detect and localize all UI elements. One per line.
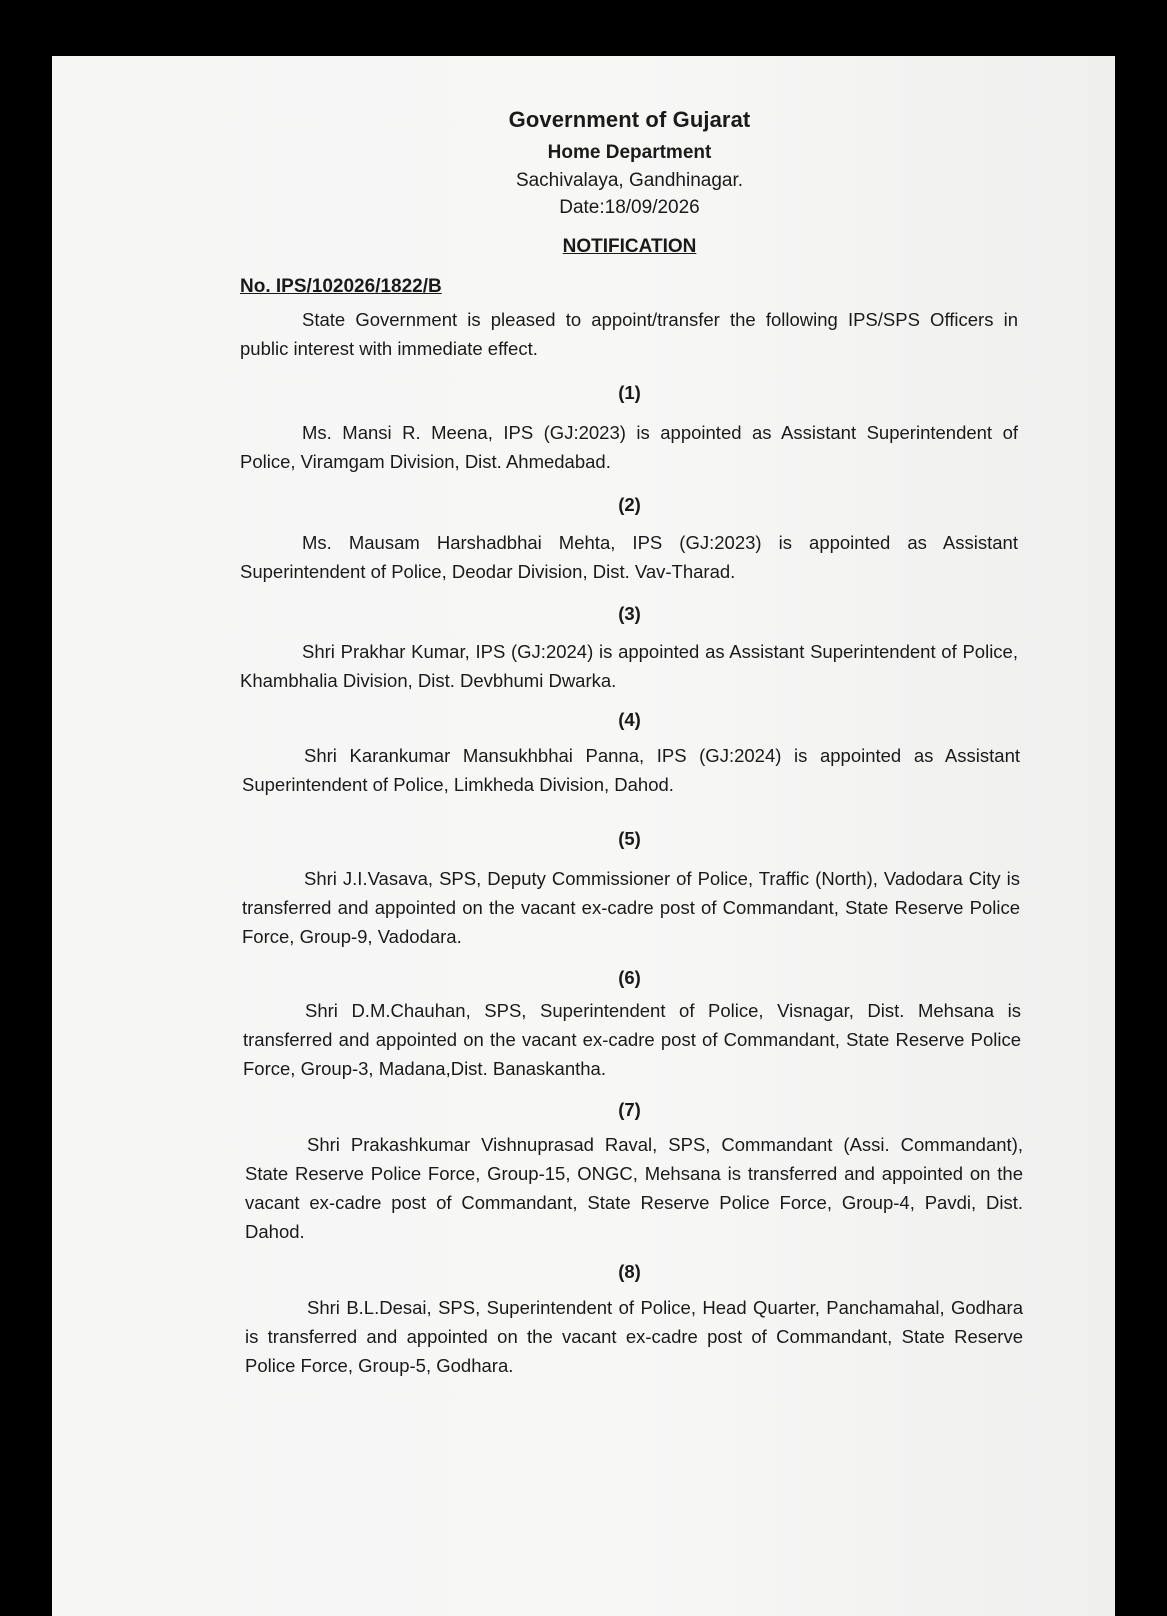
- office-address: Sachivalaya, Gandhinagar.: [515, 170, 744, 191]
- government-title: Government of Gujarat: [508, 107, 751, 132]
- item-number: (5): [618, 828, 641, 849]
- item-number: (2): [618, 494, 641, 515]
- item-text: Ms. Mausam Harshadbhai Mehta, IPS (GJ:2023) is appointed as Assistant Superintendent of Police, Deodar Division, Dist. Vav-Tharad.: [240, 532, 1018, 582]
- item-text: Shri D.M.Chauhan, SPS, Superintendent of Police, Visnagar, Dist. Mehsana is transferred and appointed on the vacant ex-cadre post of Commandant, State Reserve Police Force, Group-3, Madana,Dist. Banaskantha.: [243, 1000, 1021, 1079]
- intro-paragraph: State Government is pleased to appoint/transfer the following IPS/SPS Officers in public interest with immediate effect.: [240, 309, 1018, 359]
- item-text: Shri Prakhar Kumar, IPS (GJ:2024) is appointed as Assistant Superintendent of Police, Khambhalia Division, Dist. Devbhumi Dwarka.: [240, 641, 1018, 691]
- department-name: Home Department: [547, 142, 712, 163]
- item-text: Shri B.L.Desai, SPS, Superintendent of Police, Head Quarter, Panchamahal, Godhara is transferred and appointed on the vacant ex-cadre post of Commandant, State Reserve Police Force, Group-5, Godhara.: [245, 1297, 1023, 1376]
- item-number: (7): [618, 1099, 641, 1120]
- item-text: Shri Karankumar Mansukhbhai Panna, IPS (GJ:2024) is appointed as Assistant Superintendent of Police, Limkheda Division, Dahod.: [242, 745, 1020, 795]
- notification-date: Date:18/09/2026: [559, 197, 700, 218]
- item-number: (3): [618, 603, 641, 624]
- item-number: (4): [618, 709, 641, 730]
- notification-heading: NOTIFICATION: [562, 236, 697, 257]
- item-text: Shri Prakashkumar Vishnuprasad Raval, SPS, Commandant (Assi. Commandant), State Reserve Police Force, Group-15, ONGC, Mehsana is transferred and appointed on the vacant ex-cadre post of Commandant, State Reserve Police Force, Group-4, Pavdi, Dist. Dahod.: [245, 1134, 1023, 1242]
- item-text: Shri J.I.Vasava, SPS, Deputy Commissioner of Police, Traffic (North), Vadodara City is transferred and appointed on the vacant ex-cadre post of Commandant, State Reserve Police Force, Group-9, Vadodara.: [242, 868, 1020, 947]
- reference-number: No. IPS/102026/1822/B: [240, 276, 442, 297]
- item-number: (1): [618, 382, 641, 403]
- item-number: (6): [618, 967, 641, 988]
- item-text: Ms. Mansi R. Meena, IPS (GJ:2023) is appointed as Assistant Superintendent of Police, Viramgam Division, Dist. Ahmedabad.: [240, 422, 1018, 472]
- item-number: (8): [618, 1261, 641, 1282]
